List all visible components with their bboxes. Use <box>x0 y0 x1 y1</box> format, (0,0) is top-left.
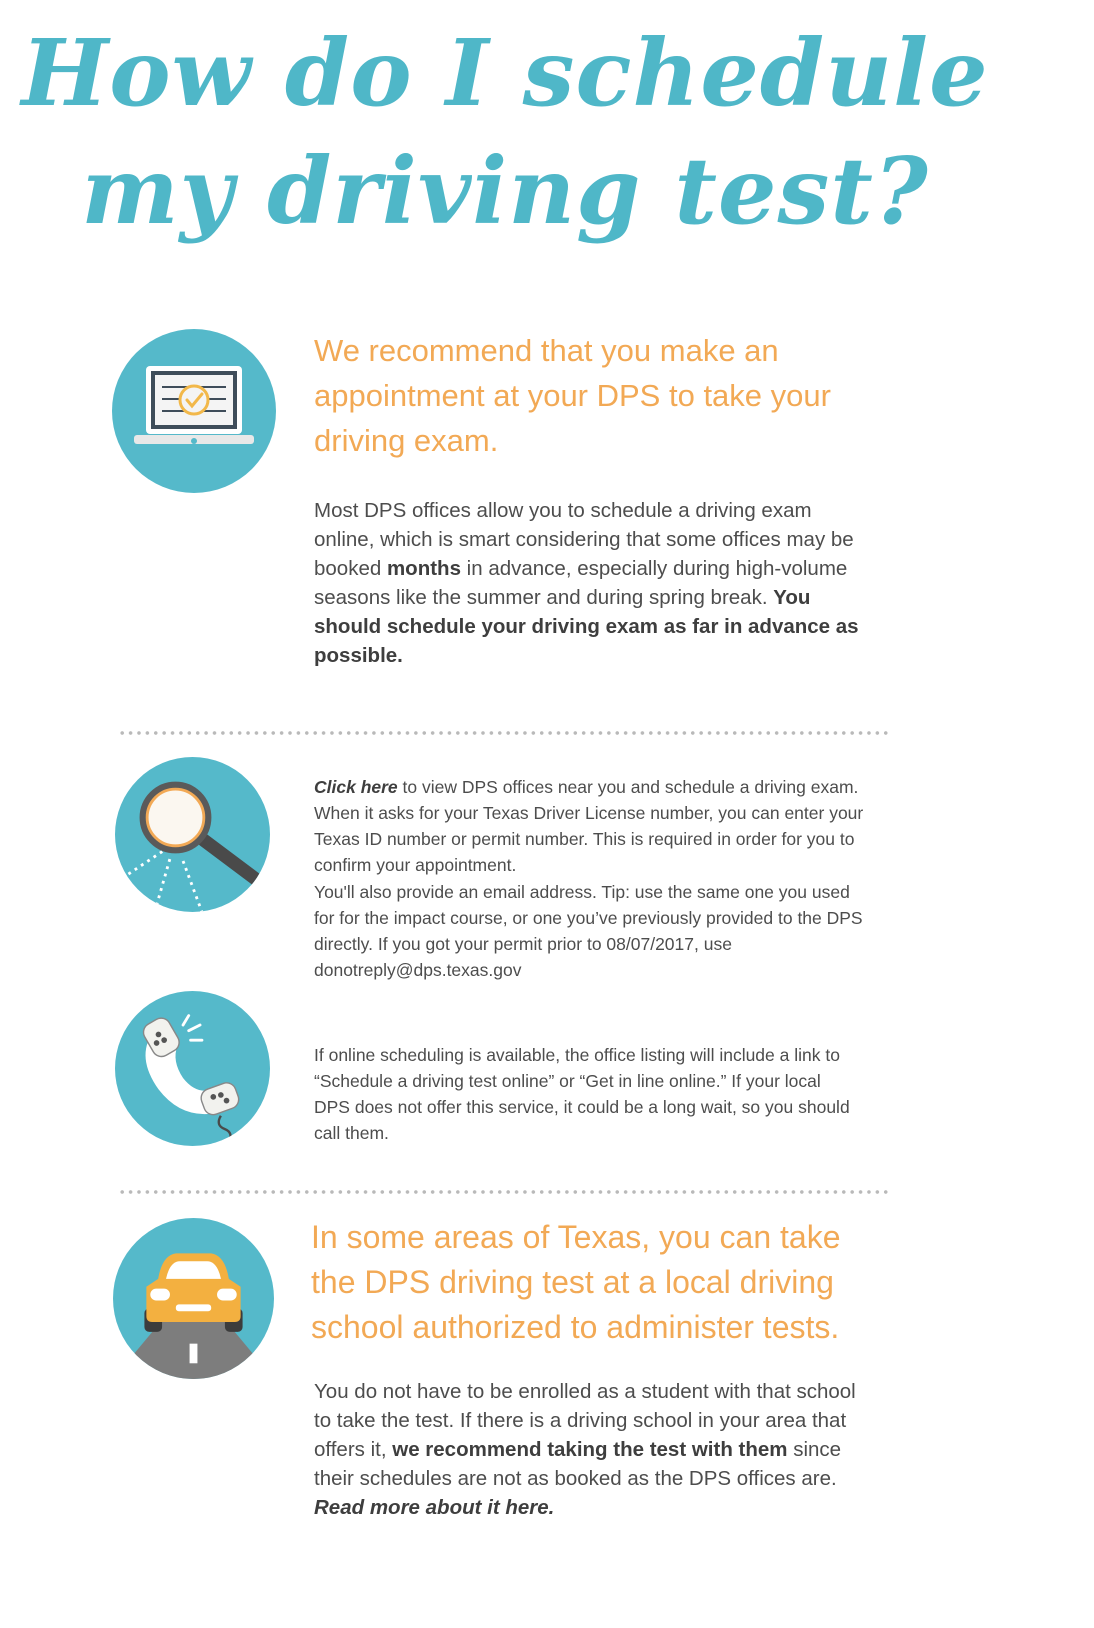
section2-para1 <box>314 774 874 878</box>
section1-body-bold-1: months <box>386 557 461 580</box>
title-line-1: How do I schedule <box>21 19 989 127</box>
section2-para2: You'll also provide an email address. Tip: use the same one you used for for the impact course, or one you’ve previously provided to the DPS directly. If you got your permit prior to 08/07/2017, use donotreply@dps.texas.gov <box>314 882 863 980</box>
phone-handset-icon <box>115 991 270 1146</box>
section4-body-bold-1: we recommend taking the test with them <box>392 1438 788 1461</box>
section4-heading: In some areas of Texas, you can take the DPS driving test at a local driving school authorized to administer tests. <box>311 1219 841 1345</box>
section4-body-text-1: You do not have to be enrolled as a student with that school to take the test. If there is a driving school in your area that offers it, <box>314 1380 856 1461</box>
divider <box>118 1190 890 1194</box>
section4-body <box>314 1377 859 1522</box>
read-more-link[interactable]: Read more about it here. <box>314 1496 555 1519</box>
click-here-link[interactable]: Click here <box>314 777 398 797</box>
section4-body-text-2: since their schedules are not as booked as the DPS offices are. <box>314 1438 842 1490</box>
section1-body-text-1: Most DPS offices allow you to schedule a driving exam online, which is smart considering that some offices may be booked <box>314 499 854 580</box>
car-on-road-icon <box>113 1218 274 1379</box>
section1-heading: We recommend that you make an appointment at your DPS to take your driving exam. <box>314 333 831 458</box>
section3-body: If online scheduling is available, the office listing will include a link to “Schedule a driving test online” or “Get in line online.” If your local DPS does not offer this service, it could be a long wait, so you should call them. <box>314 1045 850 1143</box>
section1-body <box>314 496 874 670</box>
title-line-2: my driving test? <box>81 137 929 245</box>
magnifying-glass-icon <box>115 757 270 912</box>
section2-para1-text: to view DPS offices near you and schedule a driving exam. When it asks for your Texas Driver License number, you can enter your Texas ID number or permit number. This is required in order for you to confirm your appointment. <box>314 777 864 875</box>
divider <box>118 731 890 735</box>
section1-body-bold-2: You should schedule your driving exam as far in advance as possible. <box>314 586 859 667</box>
page-title <box>0 14 1010 250</box>
section1-body-text-2: in advance, especially during high-volume seasons like the summer and during spring break. <box>314 557 848 609</box>
laptop-checkmark-icon <box>112 329 276 493</box>
